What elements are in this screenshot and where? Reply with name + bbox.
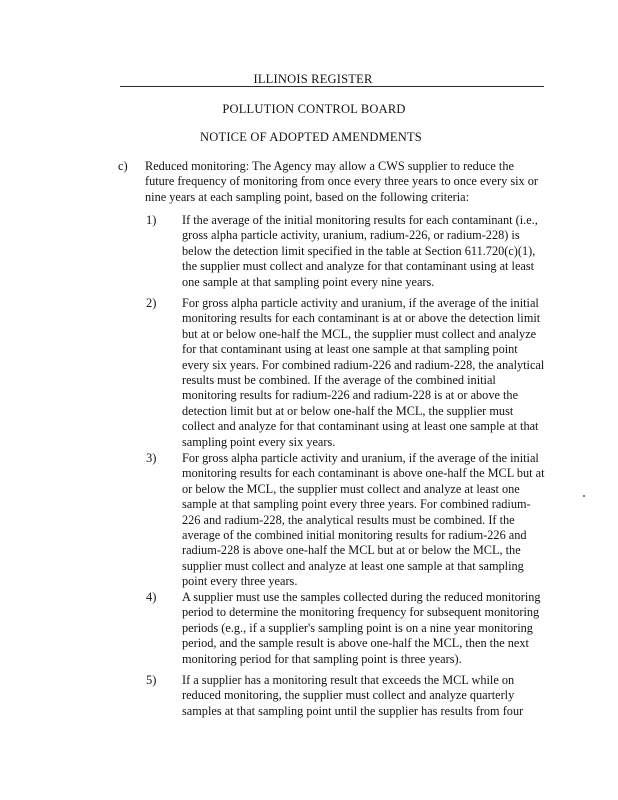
scan-speck xyxy=(583,495,585,497)
item-number: 3) xyxy=(146,451,157,465)
header-rule xyxy=(120,86,544,87)
item-number: 2) xyxy=(146,296,157,310)
register-title: ILLINOIS REGISTER xyxy=(253,72,373,86)
item-text: For gross alpha particle activity and uranium, if the average of the initial monitoring results for each contaminant is at or above the detection limit but at or below one-half the MCL, the supplier must collect and analyze for that contaminant using at least one sample at that sampling point every six years. For combined radium-226 and radium-228, the analytical results must be combined. If the average of the combined initial monitoring results for radium-226 and radium-228 is at or above the detection limit but at or below one-half the MCL, the supplier must collect and analyze for that contaminant using at least one sample at that sampling point every six years. xyxy=(182,296,545,449)
item-number: 5) xyxy=(146,673,157,687)
notice-title: NOTICE OF ADOPTED AMENDMENTS xyxy=(200,130,422,144)
item-text: If a supplier has a monitoring result that exceeds the MCL while on reduced monitoring, the supplier must collect and analyze quarterly samples at that sampling point until the supplier has results from four xyxy=(182,673,524,718)
item-number: 4) xyxy=(146,590,157,604)
item-number: 1) xyxy=(146,213,157,227)
subsection-text: Reduced monitoring: The Agency may allow a CWS supplier to reduce the future frequency of monitoring from once every three years to once every six or nine years at each sampling point, based on the following criteria: xyxy=(145,159,539,204)
subsection-label: c) xyxy=(118,159,128,173)
board-title: POLLUTION CONTROL BOARD xyxy=(222,102,406,116)
item-text: If the average of the initial monitoring results for each contaminant (i.e., gross alpha particle activity, uranium, radium-226, or radium-228) is below the detection limit specified in the table at Section 611.720(c)(1), the supplier must collect and analyze for that contaminant using at least one sample at that sampling point every nine years. xyxy=(182,213,538,289)
item-text: A supplier must use the samples collected during the reduced monitoring period to determine the monitoring frequency for subsequent monitoring periods (e.g., if a supplier's sampling point is on a nine year monitoring period, and the sample result is above one-half the MCL, then the next monitoring period for that sampling point is three years). xyxy=(182,590,541,666)
item-text: For gross alpha particle activity and uranium, if the average of the initial monitoring results for each contaminant is above one-half the MCL but at or below the MCL, the supplier must collect and analyze at least one sample at that sampling point every three years. For combined radium-226 and radium-228, the analytical results must be combined. If the average of the combined initial monitoring results for radium-226 and radium-228 is above one-half the MCL but at or below the MCL, the supplier must collect and analyze at least one sample at that sampling point every three years. xyxy=(182,451,545,589)
